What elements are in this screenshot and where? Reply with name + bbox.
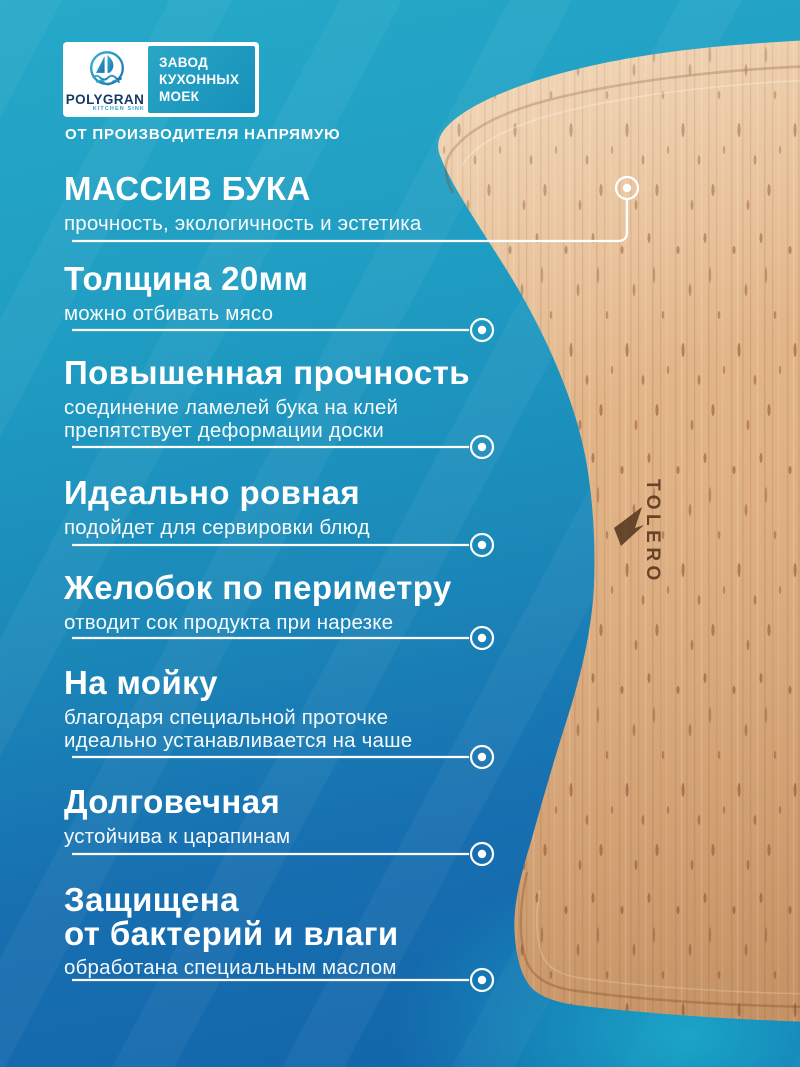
feature-beech-solid-wood [64, 172, 496, 235]
feature-description: подойдет для сервировки блюд [64, 515, 370, 539]
brand-descriptor: KITCHEN SINK [92, 106, 145, 112]
brand-name: POLYGRAN [65, 92, 145, 107]
feature-durable [64, 785, 496, 848]
feature-protected [64, 883, 496, 980]
feature-thickness [64, 262, 496, 325]
feature-title: На мойку [64, 664, 218, 701]
feature-strength [64, 356, 496, 442]
feature-title: МАССИВ БУКА [64, 170, 311, 207]
feature-title: Желобок по периметру [64, 569, 452, 606]
brand-logo [63, 42, 259, 117]
feature-description: отводит сок продукта при нарезке [64, 610, 394, 634]
feature-title: Защищена от бактерий и влаги [64, 881, 399, 952]
board-brand-mark: TOLERO [642, 479, 663, 585]
feature-description: соединение ламелей бука на клей препятствует деформации доски [64, 395, 399, 443]
brand-tagline: ОТ ПРОИЗВОДИТЕЛЯ НАПРЯМУЮ [65, 126, 341, 143]
feature-title: Долговечная [64, 783, 281, 820]
feature-title: Повышенная прочность [64, 354, 470, 391]
brand-claim: ЗАВОД КУХОННЫХ МОЕК [159, 54, 240, 105]
feature-juice-groove [64, 571, 496, 634]
feature-title: Толщина 20мм [64, 260, 309, 297]
feature-description: можно отбивать мясо [64, 301, 274, 325]
feature-flat-surface [64, 476, 496, 539]
feature-title: Идеально ровная [64, 474, 361, 511]
feature-description: прочность, экологичность и эстетика [64, 211, 422, 235]
brand-claim-panel [148, 46, 255, 113]
feature-description: устойчива к царапинам [64, 824, 291, 848]
feature-description: обработана специальным маслом [64, 956, 397, 980]
feature-description: благодаря специальной проточке идеально устанавливается на чаше [64, 705, 413, 753]
polygran-sail-icon [84, 48, 130, 94]
polygran-logo [63, 42, 151, 117]
feature-fits-sink [64, 666, 496, 752]
